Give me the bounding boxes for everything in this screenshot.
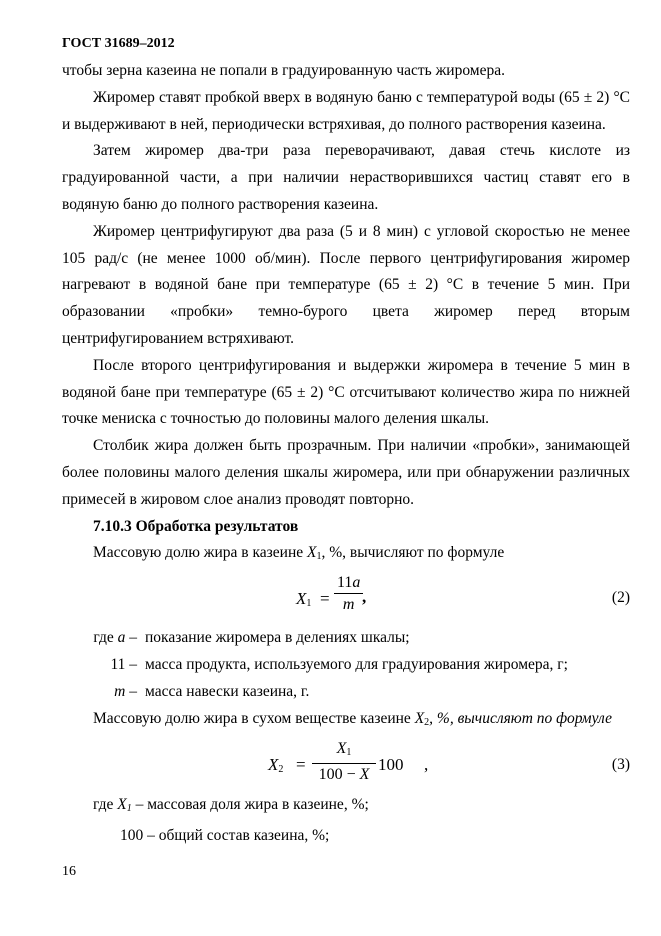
formula-2: $X_1$ = $\frac{11a}{m}$ , (2) (62, 571, 630, 625)
paragraph: Столбик жира должен быть прозрачным. При наличии «пробки», занимающей более половины малого деления шкалы жиромера, или при обнаружении различных примесей в жировом слое анализ проводят повторно. (62, 437, 630, 508)
definition-row: m – масса навески казеина, г. (114, 682, 310, 700)
definition-row: где $X_1$ – массовая доля жира в казеине, %; (93, 796, 369, 815)
definition-row: 11 – масса продукта, используемого для градуирования жиромера, г; (110, 655, 568, 673)
formula-3-number: (3) (611, 756, 630, 774)
paragraph: Жиромер центрифугируют два раза (5 и 8 мин) с угловой скоростью не менее 105 рад/с (не менее 1000 об/мин). После первого центрифугирования жиромер нагревают в водяной бане при температуре (65 ± 2) °С в течение 5 мин. При образовании «пробки» темно-бурого цвета жиромер перед вторым центрифугированием встряхивают. (62, 222, 630, 347)
definitions-1 (62, 625, 630, 705)
formula-intro-2: Массовую долю жира в сухом веществе казеине $X_2$, %, вычисляют по формуле (93, 709, 613, 728)
page-body (62, 58, 630, 850)
formula-3-fraction: $\frac{X_1}{100 - X}$ (312, 739, 376, 786)
paragraph: чтобы зерна казеина не попали в градуированную часть жиромера. (62, 62, 505, 79)
definition-row: где a – показание жиромера в делениях шкалы; (93, 629, 410, 647)
formula-3: $X_2$ = $\frac{X_1}{100 - X}$ 100 , (3) (62, 736, 630, 792)
paragraph: Затем жиромер два-три раза переворачивают, давая стечь кислоте из градуированной части, а при наличии нерастворившихся частиц ставят его в водяную баню до полного растворения казеина. (62, 142, 630, 213)
paragraph: После второго центрифугирования и выдержки жиромера в течение 5 мин в водяной бане при температуре (65 ± 2) °С отсчитывают количество жира по нижней точке мениска с точностью до половины малого деления шкалы. (62, 356, 630, 428)
document-header: ГОСТ 31689–2012 (62, 36, 175, 51)
formula-2-lhs: $X_1$ (296, 589, 312, 610)
formula-2-number: (2) (611, 589, 630, 607)
formula-3-lhs: $X_2$ (268, 755, 284, 776)
section-heading: 7.10.3 Обработка результатов (93, 517, 299, 535)
formula-intro-1: Массовую долю жира в казеине $X_1$, %, вычисляют по формуле (93, 544, 505, 563)
formula-2-fraction: $\frac{11a}{m}$ (334, 573, 363, 616)
paragraph: Жиромер ставят пробкой вверх в водяную баню с температурой воды (65 ± 2) °С и выдерживают в ней, периодически встряхивая, до полного растворения казеина. (62, 88, 630, 133)
definition-row: 100 – общий состав казеина, %; (120, 827, 330, 845)
page-number: 16 (62, 864, 76, 879)
definitions-2 (62, 792, 630, 850)
